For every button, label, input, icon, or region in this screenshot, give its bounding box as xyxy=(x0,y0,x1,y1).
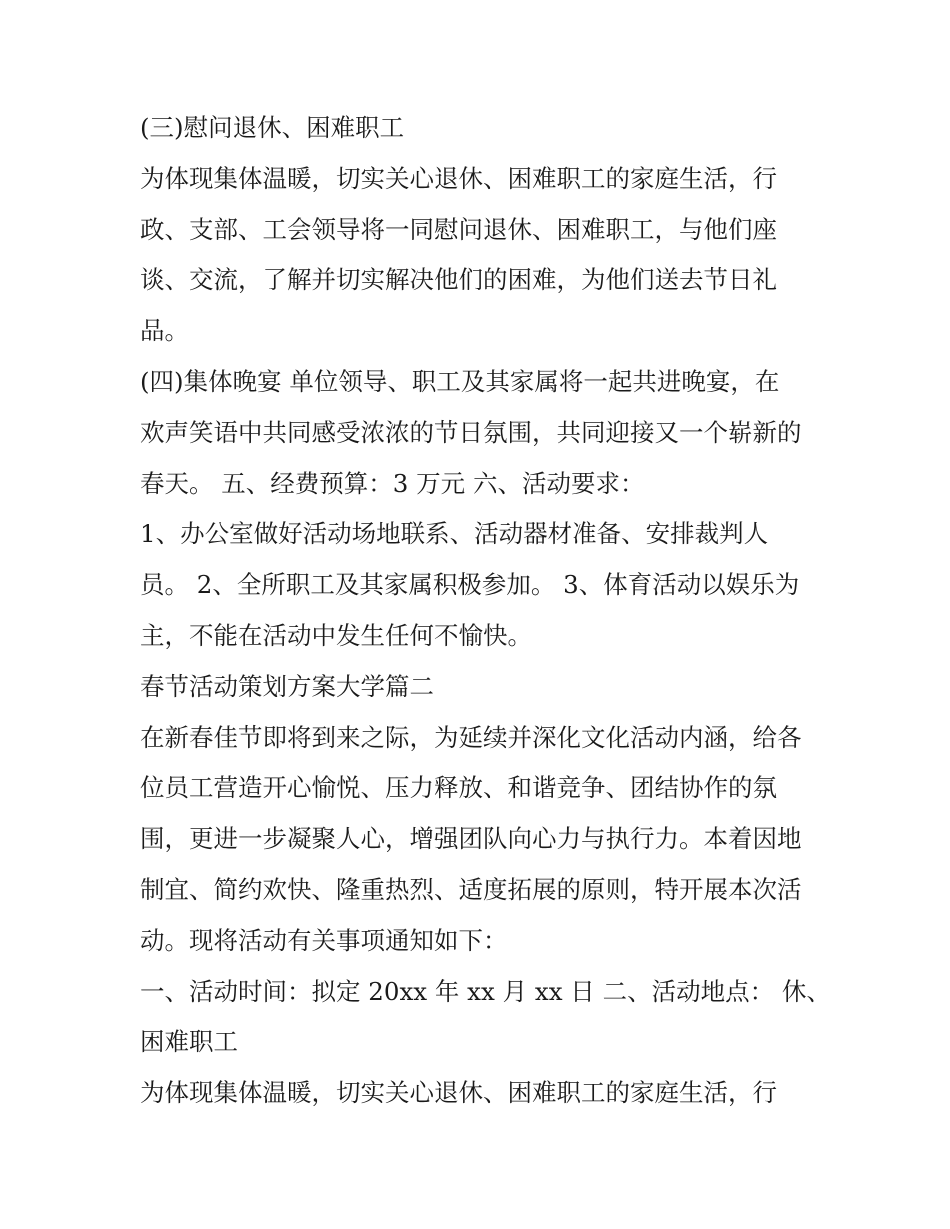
paragraph-line: (四)集体晚宴 单位领导、职工及其家属将一起共进晚宴，在 xyxy=(140,366,780,396)
paragraph-line: 政、支部、工会领导将一同慰问退休、困难职工，与他们座 xyxy=(140,214,777,244)
paragraph-line: 品。 xyxy=(140,316,189,346)
paragraph-line: 动。现将活动有关事项通知如下： xyxy=(140,925,508,955)
section-heading-consolation: (三)慰问退休、困难职工 xyxy=(140,113,405,142)
paragraph-line: 1、办公室做好活动场地联系、活动器材准备、安排裁判人 xyxy=(140,519,769,549)
section-title-part-two: 春节活动策划方案大学篇二 xyxy=(140,671,434,701)
paragraph-line: 制宜、简约欢快、隆重热烈、适度拓展的原则，特开展本次活 xyxy=(140,874,802,904)
paragraph-line: 位员工营造开心愉悦、压力释放、和谐竞争、团结协作的氛 xyxy=(140,773,777,803)
paragraph-line: 员。 2、全所职工及其家属积极参加。 3、体育活动以娱乐为 xyxy=(140,570,800,600)
paragraph-line: 一、活动时间：拟定 20xx 年 xx 月 xx 日 二、活动地点： 休、 xyxy=(140,976,831,1006)
paragraph-line: 谈、交流，了解并切实解决他们的困难，为他们送去节日礼 xyxy=(140,265,777,295)
document-body xyxy=(140,103,831,1119)
paragraph-line: 围，更进一步凝聚人心，增强团队向心力与执行力。本着因地 xyxy=(140,824,802,854)
paragraph-line: 欢声笑语中共同感受浓浓的节日氛围，共同迎接又一个崭新的 xyxy=(140,417,802,447)
paragraph-line: 为体现集体温暖，切实关心退休、困难职工的家庭生活，行 xyxy=(140,163,777,193)
paragraph-line: 在新春佳节即将到来之际，为延续并深化文化活动内涵，给各 xyxy=(140,722,802,752)
paragraph-line: 主，不能在活动中发生任何不愉快。 xyxy=(140,620,532,650)
paragraph-line: 春天。 五、经费预算：3 万元 六、活动要求： xyxy=(140,468,645,498)
paragraph-line: 为体现集体温暖，切实关心退休、困难职工的家庭生活，行 xyxy=(140,1078,777,1108)
paragraph-line: 困难职工 xyxy=(140,1027,238,1057)
